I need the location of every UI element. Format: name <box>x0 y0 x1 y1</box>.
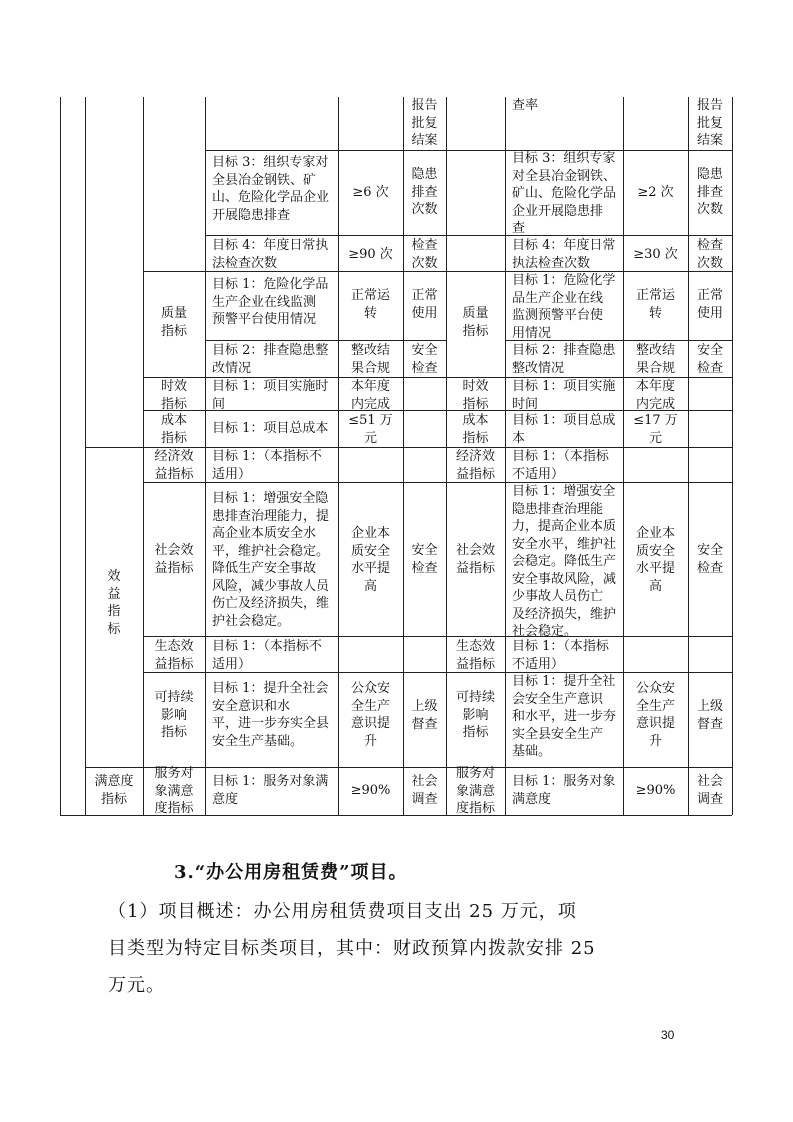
left-quality2-method: 安全 检查 <box>411 343 438 376</box>
left-service-label: 服务对 象满意 度指标 <box>154 766 194 816</box>
right-target4-value: ≥30 次 <box>633 247 678 262</box>
right-service-value: ≥90% <box>635 783 676 798</box>
section-heading: 3.“办公用房租赁费”项目。 <box>174 862 408 883</box>
left-econ-label: 经济效 益指标 <box>154 449 194 482</box>
right-sustain-value: 公众安 全生产 意识提 升 <box>635 681 675 749</box>
right-target3-method: 隐患 排查 次数 <box>696 167 723 217</box>
right-econ-label: 经济效 益指标 <box>455 449 495 482</box>
left-quality2-value: 整改结 果合规 <box>350 343 390 376</box>
right-quality1-value: 正常运 转 <box>635 288 675 321</box>
left-quality1-method: 正常 使用 <box>411 288 438 321</box>
left-target4: 目标 4：年度日常执 法检查次数 <box>212 238 329 271</box>
left-target3: 目标 3：组织专家对 全县冶金钢铁、矿 山、危险化学品企业 开展隐患排查 <box>212 155 330 223</box>
left-eco: 目标 1：（本指标不 适用） <box>212 639 322 672</box>
right-timely-label: 时效 指标 <box>462 379 489 412</box>
left-sustain: 目标 1：提升全社会 安全意识和水 平，进一步夯实全县 安全生产基础。 <box>212 681 330 749</box>
right-timely: 目标 1：项目实施 时间 <box>512 379 616 412</box>
left-quality2: 目标 2：排查隐患整 改情况 <box>212 343 329 376</box>
right-social-label: 社会效 益指标 <box>455 543 495 576</box>
left-target3-value: ≥6 次 <box>352 185 389 200</box>
right-quality1-method: 正常 使用 <box>696 288 723 321</box>
left-timely: 目标 1：项目实施时 间 <box>212 379 329 412</box>
right-target3: 目标 3：组织专家 对全县冶金钢铁、 矿山、危险化学品 企业开展隐患排 查 <box>512 151 617 236</box>
left-timely-value: 本年度 内完成 <box>350 379 390 412</box>
right-sustain: 目标 1：提升全社 会安全生产意识 和水平，进一步夯 实全县安全生产 基础。 <box>512 674 617 759</box>
left-sustain-label: 可持续 影响 指标 <box>154 690 194 740</box>
right-eco: 目标 1：（本指标 不适用） <box>512 639 609 672</box>
right-cost-value: ≤17 万 元 <box>633 413 678 446</box>
right-sustain-method: 上级 督查 <box>696 699 723 732</box>
left-social-label: 社会效 益指标 <box>154 543 194 576</box>
right-social-method: 安全 检查 <box>696 543 723 576</box>
right-service: 目标 1：服务对象 满意度 <box>512 774 616 807</box>
left-cost-value: ≤51 万 元 <box>348 413 393 446</box>
left-cost: 目标 1：项目总成本 <box>212 421 329 436</box>
right-econ: 目标 1：（本指标 不适用） <box>512 449 609 482</box>
left-quality1: 目标 1：危险化学品 生产企业在线监测 预警平台使用情况 <box>212 277 329 327</box>
right-target4-method: 检查 次数 <box>696 238 723 271</box>
left-social: 目标 1：增强安全隐 患排查治理能力，提 高企业本质安全水 平，维护社会稳定。 降低生产安全事故 风险，减少事故人员 伤亡及经济损失，维 护社会稳定。 <box>212 491 330 629</box>
right-cost-label: 成本 指标 <box>462 413 489 446</box>
left-service-value: ≥90% <box>350 783 391 798</box>
right-service-label: 服务对 象满意 度指标 <box>455 766 495 816</box>
left-service: 目标 1：服务对象满 意度 <box>212 774 329 807</box>
right-quality2-method: 安全 检查 <box>696 343 723 376</box>
left-sustain-value: 公众安 全生产 意识提 升 <box>350 681 390 749</box>
right-eco-label: 生态效 益指标 <box>455 639 495 672</box>
page-number: 30 <box>661 1028 675 1042</box>
right-service-method: 社会 调查 <box>696 774 723 807</box>
left-target3-method: 隐患 排查 次数 <box>411 167 438 217</box>
left-benefit-label: 效 益 指 标 <box>107 569 121 637</box>
left-sustain-method: 上级 督查 <box>411 699 438 732</box>
left-target4-method: 检查 次数 <box>411 238 438 271</box>
left-report-method: 报告 批复 结案 <box>411 98 438 148</box>
left-econ: 目标 1：（本指标不 适用） <box>212 449 322 482</box>
left-quality-label: 质量 指标 <box>160 306 187 339</box>
left-social-method: 安全 检查 <box>411 543 438 576</box>
right-quality-label: 质量 指标 <box>462 306 489 339</box>
left-timely-label: 时效 指标 <box>160 379 187 412</box>
right-target3-value: ≥2 次 <box>637 185 674 200</box>
right-social: 目标 1：增强安全 隐患排查治理能 力，提高企业本质 安全水平，维护社 会稳定。降低生产 安全事故风险，减 少事故人员伤亡 及经济损失，维护 社会稳定。 <box>512 484 617 639</box>
project-overview-paragraph: （1）项目概述：办公用房租赁费项目支出 25 万元，项 目类型为特定目标类项目，其中：财政预算内拨款安排 25 万元。 <box>108 901 596 996</box>
left-social-value: 企业本 质安全 水平提 高 <box>350 526 390 594</box>
left-service-method: 社会 调查 <box>411 774 438 807</box>
left-eco-label: 生态效 益指标 <box>154 639 194 672</box>
right-social-value: 企业本 质安全 水平提 高 <box>635 526 675 594</box>
right-sustain-label: 可持续 影响 指标 <box>455 690 495 740</box>
left-cost-label: 成本 指标 <box>160 413 187 446</box>
right-timely-value: 本年度 内完成 <box>635 379 675 412</box>
right-target4: 目标 4：年度日常 执法检查次数 <box>512 238 616 271</box>
right-quality2-value: 整改结 果合规 <box>635 343 675 376</box>
left-target4-value: ≥90 次 <box>348 247 393 262</box>
right-cost: 目标 1：项目总成 本 <box>512 413 616 446</box>
right-quality1: 目标 1：危险化学 品生产企业在线 监测预警平台使 用情况 <box>512 273 616 341</box>
left-quality1-value: 正常运 转 <box>350 288 390 321</box>
right-quality2: 目标 2：排查隐患 整改情况 <box>512 343 616 376</box>
right-report-target: 查率 <box>512 98 539 113</box>
left-satisfaction-label: 满意度 指标 <box>94 774 134 807</box>
right-report-method: 报告 批复 结案 <box>696 98 723 148</box>
